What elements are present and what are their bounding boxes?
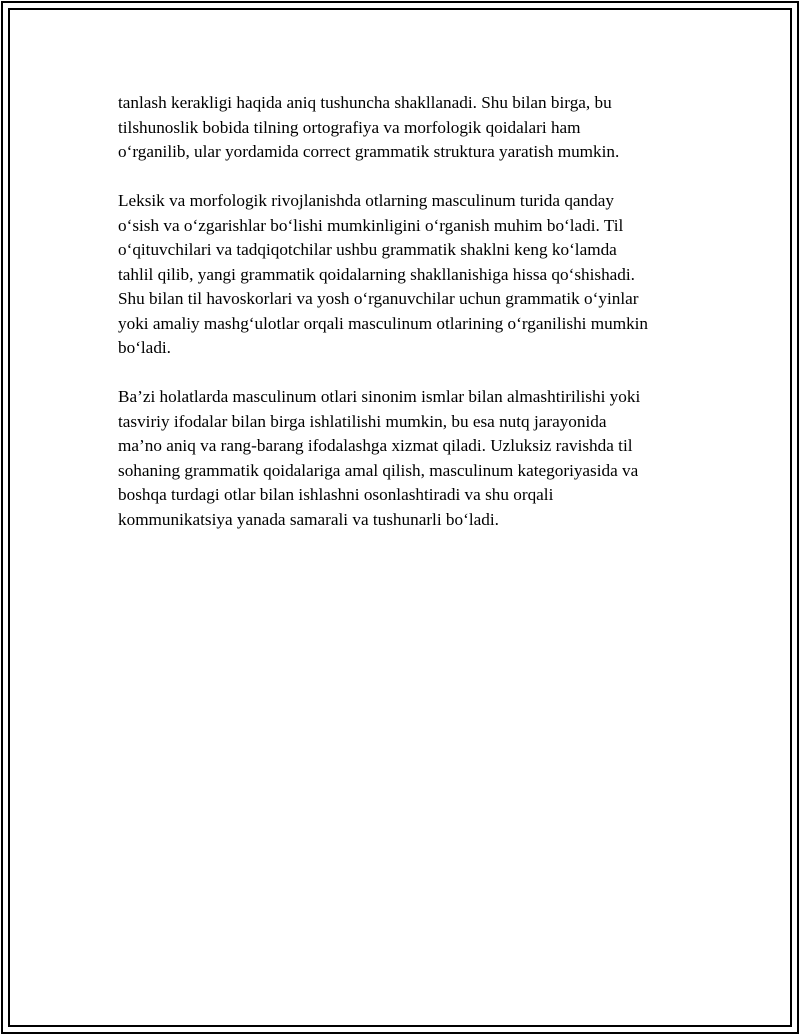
text-line: o‘qituvchilari va tadqiqotchilar ushbu grammatik shaklni keng ko‘lamda: [118, 240, 617, 259]
text-line: tahlil qilib, yangi grammatik qoidalarning shakllanishiga hissa qo‘shishadi.: [118, 264, 635, 284]
text-line: ma’no aniq va rang-barang ifodalashga xizmat qiladi. Uzluksiz ravishda til: [118, 436, 633, 455]
text-line: Ba’zi holatlarda masculinum otlari sinonim ismlar bilan almashtirilishi yoki: [118, 387, 641, 406]
paragraph-3: [118, 385, 698, 532]
text-line: sohaning grammatik qoidalariga amal qilish, masculinum kategoriyasida va: [118, 460, 639, 480]
text-line: yoki amaliy mashg‘ulotlar orqali masculinum otlarining o‘rganilishi mumkin: [118, 313, 649, 333]
text-line: boshqa turdagi otlar bilan ishlashni osonlashtiradi va shu orqali: [118, 485, 554, 504]
text-line: tanlash kerakligi haqida aniq tushuncha shakllanadi. Shu bilan birga, bu: [118, 93, 612, 112]
text-line: o‘sish va o‘zgarishlar bo‘lishi mumkinligini o‘rganish muhim bo‘ladi. Til: [118, 215, 624, 235]
document-body: [118, 91, 698, 557]
text-line: tasviriy ifodalar bilan birga ishlatilishi mumkin, bu esa nutq jarayonida: [118, 411, 607, 431]
text-line: Leksik va morfologik rivojlanishda otlarning masculinum turida qanday: [118, 191, 614, 210]
text-line: kommunikatsiya yanada samarali va tushunarli bo‘ladi.: [118, 509, 499, 529]
paragraph-1: [118, 91, 698, 165]
text-line: bo‘ladi.: [118, 338, 171, 357]
paragraph-2: [118, 189, 698, 361]
text-line: Shu bilan til havoskorlari va yosh o‘rganuvchilar uchun grammatik o‘yinlar: [118, 289, 639, 308]
text-line: o‘rganilib, ular yordamida correct grammatik struktura yaratish mumkin.: [118, 142, 620, 161]
text-line: tilshunoslik bobida tilning ortografiya va morfologik qoidalari ham: [118, 117, 581, 137]
